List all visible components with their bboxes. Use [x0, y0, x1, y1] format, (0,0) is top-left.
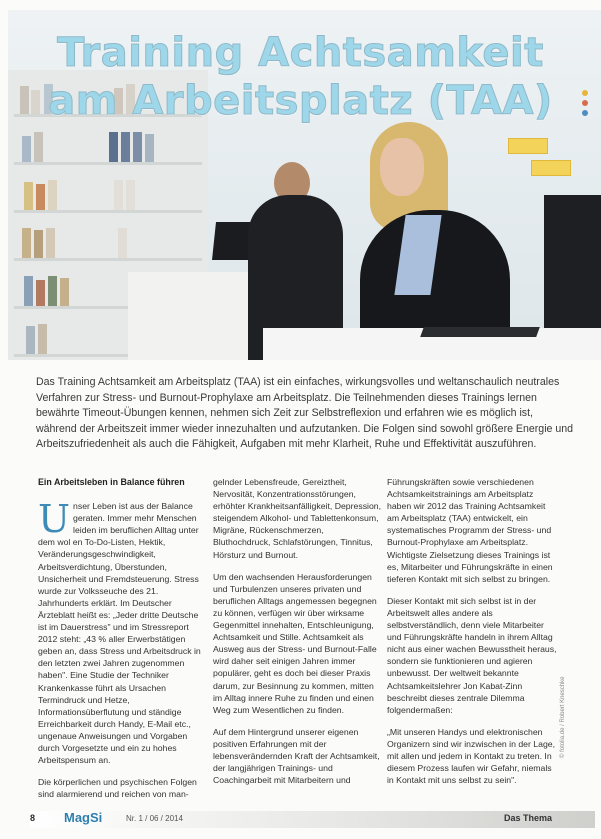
issue-info: Nr. 1 / 06 / 2014 [126, 814, 183, 823]
paragraph [38, 497, 208, 766]
sticky-note [531, 160, 571, 176]
article-column-3 [387, 476, 557, 796]
intro-paragraph: Das Training Achtsamkeit am Arbeitsplatz (TAA) ist ein einfaches, wirkungsvolles und weltanschaulich neutrales Verfahren zur Stress- und Burnout-Prophylaxe am Arbeitsplatz. Die Teilnehmenden dieses Trainings lernen bewährte Timeout-Übungen kennen, nehmen sich Zeit zur Selbstreflexion und erfahren wie es möglich ist, während der Arbeitszeit immer wieder innezuhalten und aufzutanken. Die Folgen sind sowohl größere Energie und Arbeitszufriedenheit als auch die Fähigkeit, Aufgaben mit mehr Klarheit, Ruhe und Effektivität auszuführen. [36, 376, 574, 451]
woman-face [380, 138, 424, 196]
sticky-note [508, 138, 548, 154]
page-number: 8 [30, 813, 36, 823]
keyboard [420, 327, 540, 337]
paragraph: „Mit unseren Handys und elektronischen Organizern sind wir inzwischen in der Lage, mit allen und jedem in Kontakt zu treten. In diesem Prozess laufen wir Gefahr, niemals in Kontakt mit uns selbst zu sein". [387, 726, 556, 786]
paragraph: Die körperlichen und psychischen Folgen sind alarmierend und reichen von man- [38, 777, 197, 800]
photo-credit: © fotolia.de / Robert Kneschke [560, 676, 566, 758]
paragraph: Dieser Kontakt mit sich selbst ist in der Arbeitswelt alles andere als selbstverständlich, denn viele Mitarbeiter und Führungskräfte handeln in ihrem Alltag nicht aus einer wachen Bewusstheit heraus, sondern sie funktionieren und agieren unbewusst. Der weltweit bekannte Achtsamkeitslehrer Jon Kabat-Zinn beschreibt dieses zentrale Dilemma folgendermaßen: [387, 595, 557, 715]
paragraph: gelnder Lebensfreude, Gereiztheit, Nervosität, Konzentrationsstörungen, erhöhter Krankheitsanfälligkeit, Depression, steigendem Alkohol- und Tablettenkonsum, Migräne, Rückenschmerzen, Bluthochdruck, Schlafstörungen, Tinnitus, Hörsturz und Burnout. [213, 477, 382, 560]
page-title-line1: Training Achtsamkeit [57, 30, 544, 76]
article-column-1 [38, 476, 208, 810]
paragraph: Führungskräften sowie verschiedenen Achtsamkeitstrainings am Arbeitsplatz haben wir 2012 das Training Achtsamkeit am Arbeitsplatz (TAA) entwickelt, ein systematisches Programm der Stress- und Burnout-Prophylaxe am Arbeitsplatz. Wichtigste Zielsetzung dieses Trainings ist es, Mitarbeiter und Führungskräfte in einen tieferen Kontakt mit sich selbst zu bringen. [387, 477, 553, 584]
paragraph: Auf dem Hintergrund unserer eigenen positiven Erfahrungen mit der lebensverändernden Kraft der Achtsamkeit, der langjährigen Trainings- und Coachingarbeit mit Mitarbeitern und [213, 726, 380, 786]
magazine-name: MagSi [64, 810, 103, 825]
paragraph-text: nser Leben ist aus der Balance geraten. Immer mehr Menschen leiden im beruflichen Alltag unter dem wol en To-Do-Listen, Hektik, Veränderungsgeschwindigkeit, Arbeitsverdichtung, Überstunden, Unsicherheit und Fremdsteuerung. Stress wurde zur Volksseuche des 21. Jahrhunderts erklärt. Im Deutscher Ärzteblatt heißt es: „Jeder dritte Deutsche ist im Dauerstress" und im Stressreport 2012 steht: „43 % aller Erwerbstätigen geben an, dass Stress und Arbeitsdruck in den letzten zwei Jahren zugenommen haben". Eine Studie der Techniker Krankenkasse führt als Ursachen Termindruck und Hetze, Informationsüberflutung und ständige Erreichbarkeit durch Handy, E-Mail etc., ungenaue Anweisungen und Vorgaben durch Vorgesetzte und ein zu hohes Arbeitspensum an. [38, 501, 201, 766]
monitor-right [544, 195, 601, 330]
section-name: Das Thema [504, 813, 553, 823]
page-title-line2: am Arbeitsplatz (TAA) [48, 78, 553, 124]
article-column-2 [213, 476, 383, 796]
drop-cap: U [38, 497, 71, 542]
section-subhead: Ein Arbeitsleben in Balance führen [38, 477, 185, 487]
paragraph: Um den wachsenden Herausforderungen und Turbulenzen unseres privaten und beruflichen Alltags angemessen begegnen zu können, verfügen wir über wirksame Gegenmittel innehalten, Entschleunigung, Achtsamkeit und Stille. Achtsamkeit als Ausweg aus der Stress- und Burnout-Falle wird daher seit einigen Jahren immer populärer, geht es doch bei dieser Praxis darum, zur Besinnung zu kommen, mitten im Alltag innere Ruhe zu finden und einen Weg zum Wesentlichen zu finden. [213, 571, 377, 715]
